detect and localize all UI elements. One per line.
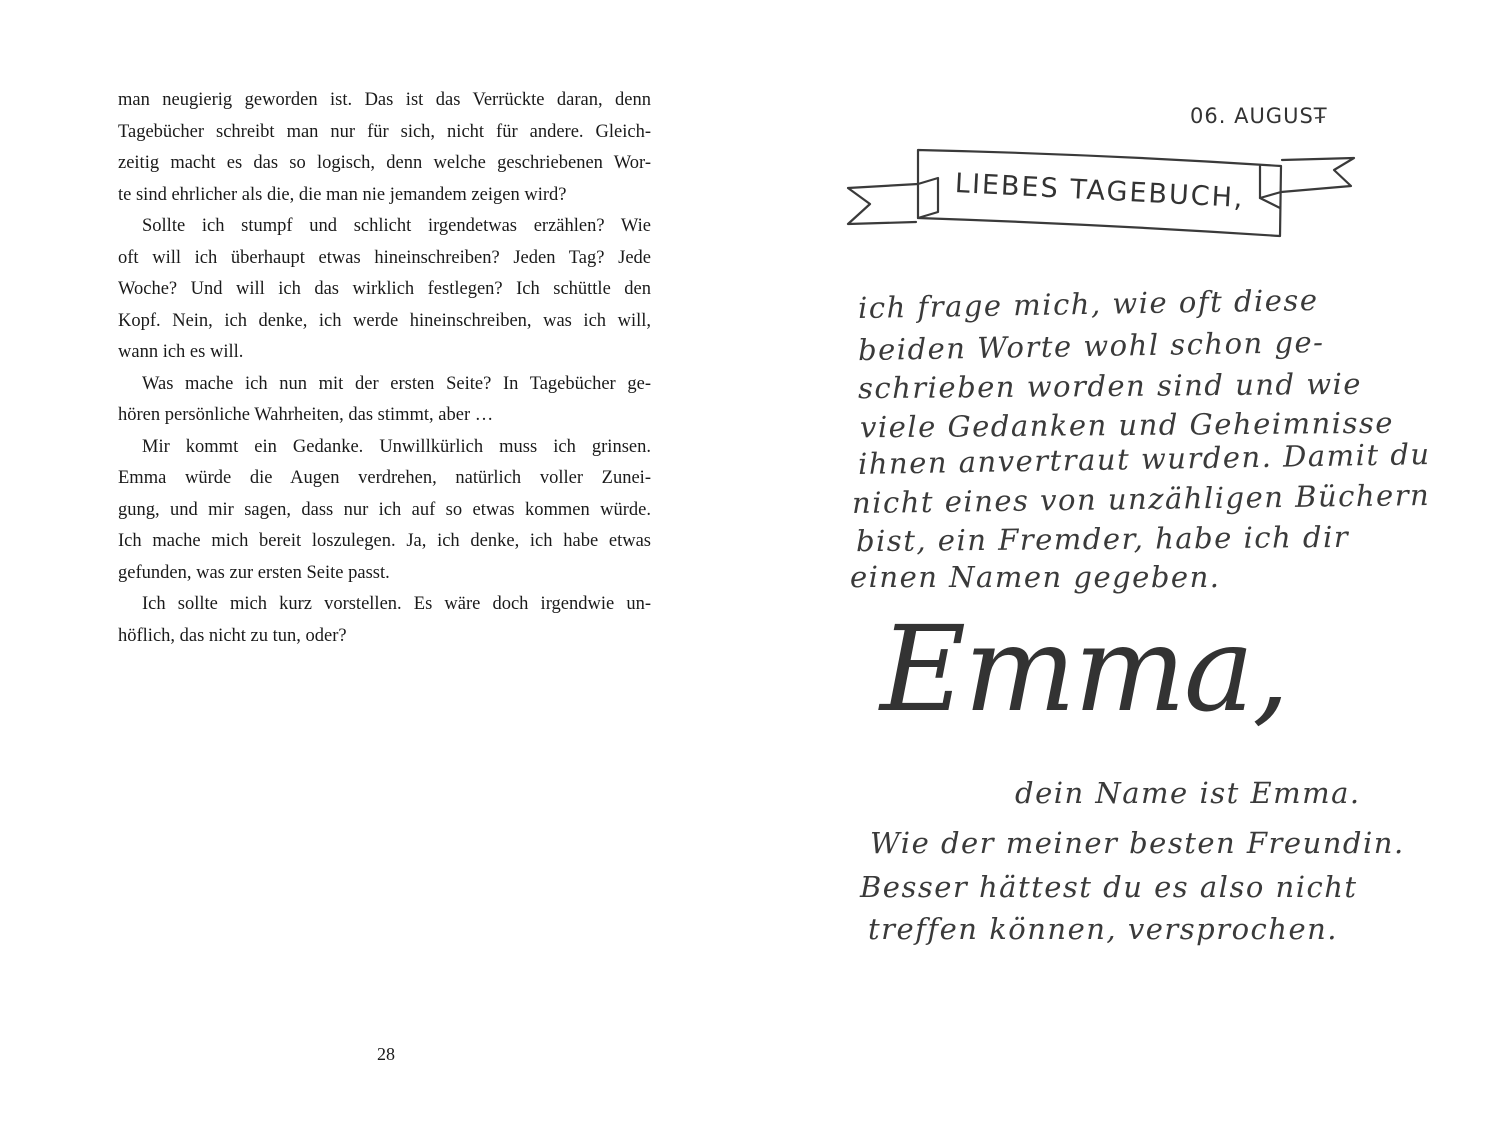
page-number: 28: [377, 1044, 395, 1064]
text-line: Sollte ich stumpf und schlicht irgendetwas erzählen? Wie: [142, 216, 651, 236]
banner-heading: LIEBES TAGEBUCH,: [954, 168, 1246, 215]
handwritten-line: einen Namen gegeben.: [850, 560, 1221, 594]
text-line: höflich, das nicht zu tun, oder?: [118, 625, 347, 646]
text-line: Was mache ich nun mit der ersten Seite? In Tagebücher ge-: [142, 373, 651, 394]
text-line: wann ich es will.: [118, 342, 244, 362]
diary-date: 06. AUGUST: [1190, 104, 1328, 128]
text-line: zeitig macht es das so logisch, denn welche geschriebenen Wor-: [118, 153, 651, 173]
handwritten-line: ich frage mich, wie oft diese: [857, 282, 1319, 326]
date-mark: [1315, 116, 1327, 126]
text-line: Kopf. Nein, ich denke, ich werde hineinschreiben, was ich will,: [118, 310, 651, 331]
prose-text: [118, 85, 651, 652]
text-line: te sind ehrlicher als die, die man nie jemandem zeigen wird?: [118, 184, 567, 205]
calligraphy-name: Emma,: [880, 600, 1288, 738]
text-line: Woche? Und will ich das wirklich festlegen? Ich schüttle den: [118, 279, 651, 299]
handwritten-line: ihnen anvertraut wurden. Damit du: [857, 437, 1431, 481]
text-line: gefunden, was zur ersten Seite passt.: [118, 562, 390, 583]
text-line: oft will ich überhaupt etwas hineinschreiben? Jeden Tag? Jede: [118, 247, 651, 268]
handwritten-line: schrieben worden sind und wie: [857, 366, 1363, 406]
text-line: gung, und mir sagen, dass nur ich auf so etwas kommen würde.: [118, 499, 651, 520]
handwritten-line: bist, ein Fremder, habe ich dir: [855, 519, 1350, 559]
handwritten-line: nicht eines von unzähligen Büchern: [851, 477, 1431, 521]
text-line: Mir kommt ein Gedanke. Unwillkürlich muss ich grinsen.: [142, 436, 651, 457]
handwritten-line: Besser hättest du es also nicht: [860, 870, 1358, 904]
handwritten-line: treffen können, versprochen.: [868, 912, 1339, 946]
text-line: Emma würde die Augen verdrehen, natürlich voller Zunei-: [118, 468, 651, 488]
text-line: Tagebücher schreibt man nur für sich, nicht für andere. Gleich-: [118, 121, 651, 142]
text-line: Ich mache mich bereit loszulegen. Ja, ich denke, ich habe etwas: [118, 531, 651, 551]
text-line: Ich sollte mich kurz vorstellen. Es wäre doch irgendwie un-: [142, 594, 651, 614]
handwritten-line: beiden Worte wohl schon ge-: [857, 324, 1325, 368]
text-line: hören persönliche Wahrheiten, das stimmt, aber …: [118, 405, 494, 425]
handwritten-line: Wie der meiner besten Freundin.: [870, 826, 1405, 860]
right-page: [750, 0, 1500, 1140]
text-line: man neugierig geworden ist. Das ist das Verrückte daran, denn: [118, 90, 651, 110]
handwritten-line: viele Gedanken und Geheimnisse: [859, 405, 1395, 445]
handwritten-line: dein Name ist Emma.: [1015, 776, 1361, 810]
